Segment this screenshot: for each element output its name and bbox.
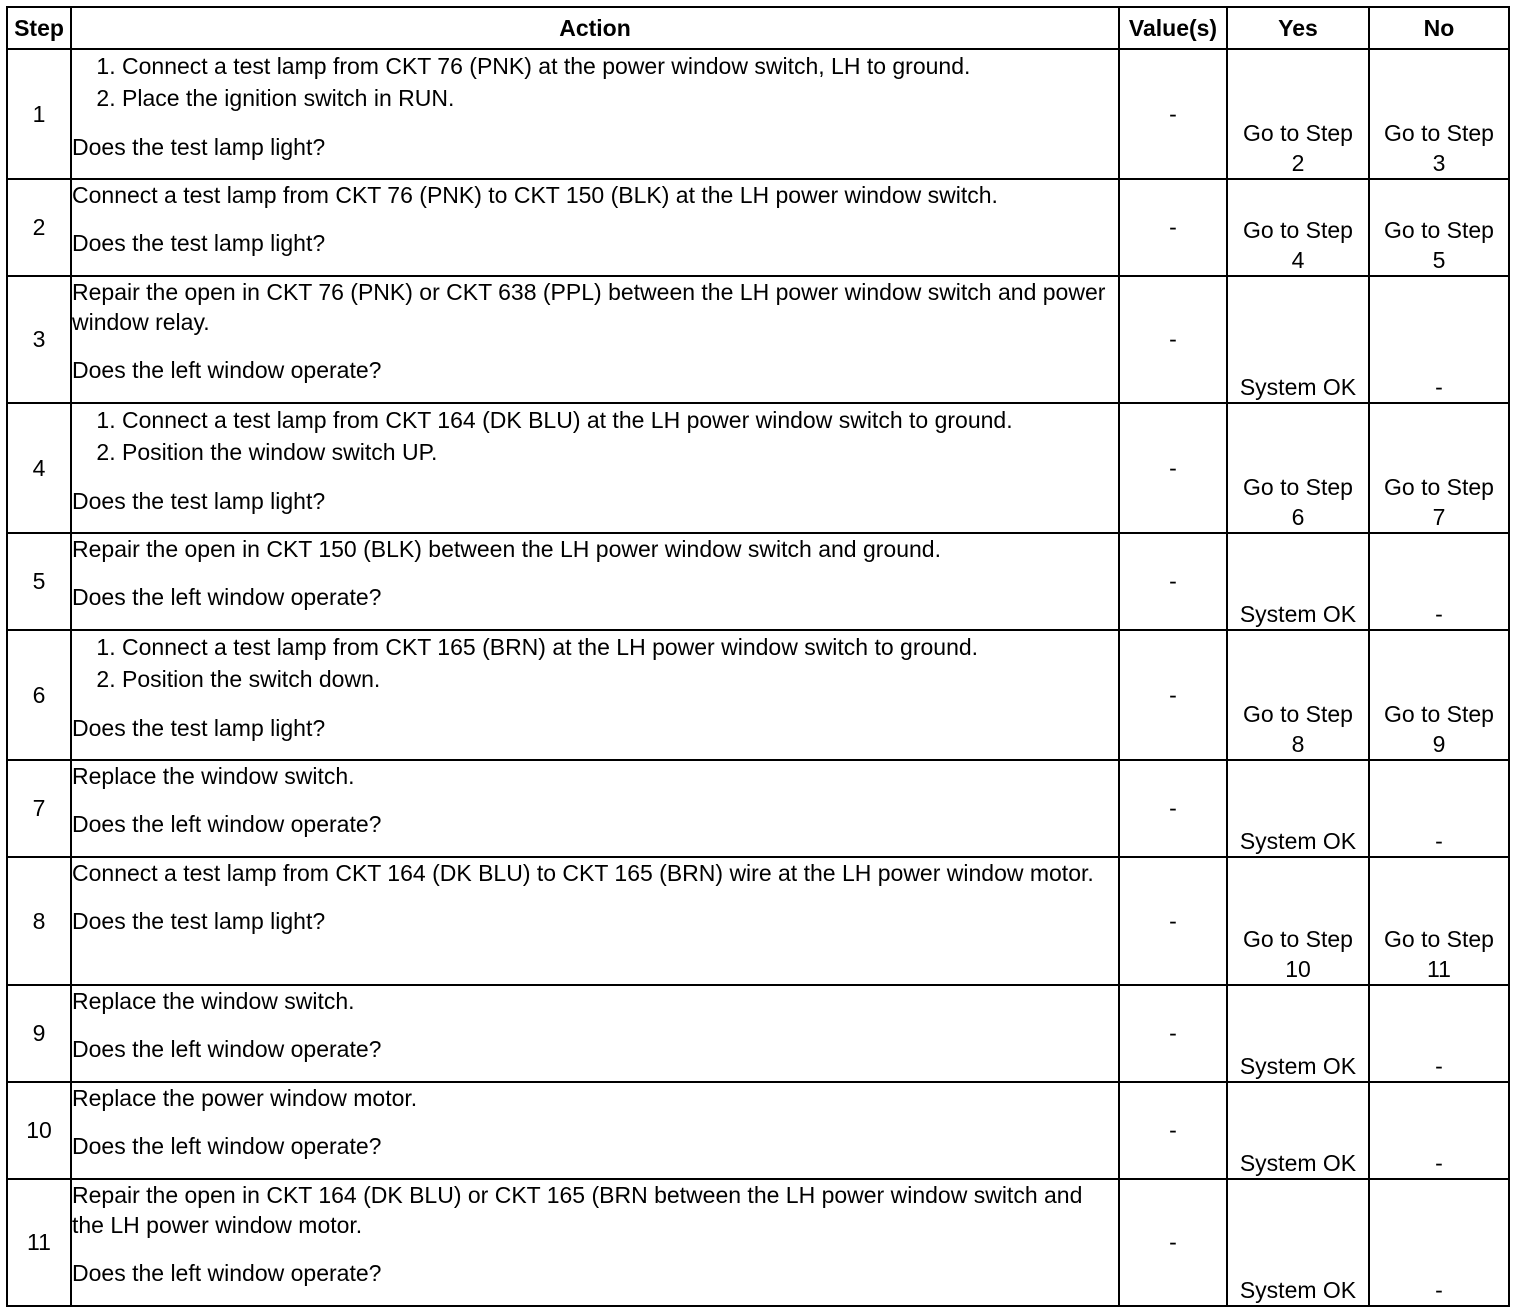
- action-list-item: 2. Place the ignition switch in RUN.: [122, 82, 1118, 114]
- no-result-line: Go to Step: [1384, 701, 1494, 727]
- action-question: Does the left window operate?: [72, 1260, 382, 1286]
- action-list-item: 1. Connect a test lamp from CKT 164 (DK BLU) at the LH power window switch to ground.: [122, 404, 1118, 436]
- yes-cell: [1227, 49, 1369, 179]
- no-result-line: 9: [1432, 731, 1446, 757]
- action-cell: [71, 857, 1119, 985]
- no-cell: [1369, 403, 1509, 533]
- value-cell: -: [1119, 630, 1227, 760]
- action-cell: [71, 1082, 1119, 1179]
- no-result-line: -: [1435, 828, 1443, 854]
- value-cell: -: [1119, 49, 1227, 179]
- no-result-line: 11: [1427, 956, 1451, 982]
- table-body: [7, 49, 1509, 1306]
- action-list: [72, 404, 1118, 468]
- step-number: 3: [7, 276, 71, 403]
- table-row: [7, 1082, 1509, 1179]
- step-number: 2: [7, 179, 71, 276]
- action-question: Does the left window operate?: [72, 811, 382, 837]
- action-question: Does the test lamp light?: [72, 488, 326, 514]
- no-result-line: Go to Step: [1384, 474, 1494, 500]
- action-text: Repair the open in CKT 164 (DK BLU) or CKT 165 (BRN between the LH power window switch and the LH power window motor.: [72, 1182, 1083, 1238]
- value-cell: -: [1119, 1179, 1227, 1306]
- action-cell: [71, 985, 1119, 1082]
- header-values: Value(s): [1119, 7, 1227, 49]
- value-cell: -: [1119, 985, 1227, 1082]
- yes-cell: [1227, 403, 1369, 533]
- yes-cell: [1227, 533, 1369, 630]
- yes-cell: [1227, 1082, 1369, 1179]
- yes-cell: [1227, 630, 1369, 760]
- table-row: [7, 985, 1509, 1082]
- yes-result-line: 2: [1291, 150, 1305, 176]
- no-result-line: Go to Step: [1384, 120, 1494, 146]
- table-row: [7, 1179, 1509, 1306]
- no-cell: [1369, 179, 1509, 276]
- yes-result-line: Go to Step: [1243, 926, 1353, 952]
- yes-result-line: 8: [1291, 731, 1305, 757]
- yes-result-line: Go to Step: [1243, 701, 1353, 727]
- yes-result-line: System OK: [1239, 1150, 1357, 1176]
- header-step: Step: [7, 7, 71, 49]
- no-result-line: 5: [1432, 247, 1446, 273]
- action-cell: [71, 760, 1119, 857]
- action-list-item: 2. Position the window switch UP.: [122, 436, 1118, 468]
- action-text: Replace the window switch.: [72, 763, 355, 789]
- action-text: Connect a test lamp from CKT 76 (PNK) to CKT 150 (BLK) at the LH power window switch.: [72, 182, 998, 208]
- action-question: Does the left window operate?: [72, 1133, 382, 1159]
- action-question: Does the test lamp light?: [72, 908, 326, 934]
- yes-cell: [1227, 985, 1369, 1082]
- no-result-line: -: [1435, 1150, 1443, 1176]
- action-text: Repair the open in CKT 76 (PNK) or CKT 638 (PPL) between the LH power window switch and power window relay.: [72, 279, 1106, 335]
- value-cell: -: [1119, 1082, 1227, 1179]
- step-number: 8: [7, 857, 71, 985]
- no-result-line: -: [1435, 601, 1443, 627]
- action-text: Connect a test lamp from CKT 164 (DK BLU) to CKT 165 (BRN) wire at the LH power window motor.: [72, 860, 1094, 886]
- yes-result-line: 4: [1291, 247, 1305, 273]
- yes-result-line: Go to Step: [1243, 120, 1353, 146]
- no-cell: [1369, 857, 1509, 985]
- table-row: [7, 49, 1509, 179]
- value-cell: -: [1119, 760, 1227, 857]
- action-question: Does the left window operate?: [72, 1036, 382, 1062]
- action-text: Replace the power window motor.: [72, 1085, 418, 1111]
- action-cell: [71, 533, 1119, 630]
- table-row: [7, 276, 1509, 403]
- no-cell: [1369, 985, 1509, 1082]
- table-row: [7, 630, 1509, 760]
- yes-result-line: System OK: [1239, 601, 1357, 627]
- diagnostic-table: [6, 6, 1510, 1307]
- no-cell: [1369, 1179, 1509, 1306]
- action-cell: [71, 403, 1119, 533]
- table-row: [7, 403, 1509, 533]
- action-text: Replace the window switch.: [72, 988, 355, 1014]
- value-cell: -: [1119, 179, 1227, 276]
- action-question: Does the test lamp light?: [72, 134, 326, 160]
- no-result-line: -: [1435, 1277, 1443, 1303]
- value-cell: -: [1119, 857, 1227, 985]
- action-cell: [71, 1179, 1119, 1306]
- no-result-line: Go to Step: [1384, 217, 1494, 243]
- yes-cell: [1227, 276, 1369, 403]
- action-question: Does the test lamp light?: [72, 230, 326, 256]
- action-cell: [71, 179, 1119, 276]
- header-yes: Yes: [1227, 7, 1369, 49]
- yes-result-line: 6: [1291, 504, 1305, 530]
- no-cell: [1369, 1082, 1509, 1179]
- no-result-line: -: [1435, 1053, 1443, 1079]
- no-cell: [1369, 533, 1509, 630]
- action-list-item: 1. Connect a test lamp from CKT 165 (BRN) at the LH power window switch to ground.: [122, 631, 1118, 663]
- step-number: 4: [7, 403, 71, 533]
- yes-cell: [1227, 857, 1369, 985]
- action-cell: [71, 49, 1119, 179]
- step-number: 7: [7, 760, 71, 857]
- yes-result-line: Go to Step: [1243, 217, 1353, 243]
- yes-result-line: System OK: [1239, 828, 1357, 854]
- value-cell: -: [1119, 403, 1227, 533]
- step-number: 1: [7, 49, 71, 179]
- step-number: 10: [7, 1082, 71, 1179]
- header-action: Action: [71, 7, 1119, 49]
- no-result-line: -: [1435, 374, 1443, 400]
- no-cell: [1369, 276, 1509, 403]
- table-row: [7, 179, 1509, 276]
- yes-result-line: System OK: [1239, 1053, 1357, 1079]
- action-cell: [71, 276, 1119, 403]
- action-list: [72, 631, 1118, 695]
- table-row: [7, 533, 1509, 630]
- step-number: 5: [7, 533, 71, 630]
- action-question: Does the left window operate?: [72, 357, 382, 383]
- action-cell: [71, 630, 1119, 760]
- step-number: 9: [7, 985, 71, 1082]
- header-no: No: [1369, 7, 1509, 49]
- yes-result-line: 10: [1285, 956, 1311, 982]
- no-result-line: 7: [1432, 504, 1446, 530]
- header-row: [7, 7, 1509, 49]
- yes-result-line: System OK: [1239, 374, 1357, 400]
- yes-cell: [1227, 760, 1369, 857]
- action-text: Repair the open in CKT 150 (BLK) between the LH power window switch and ground.: [72, 536, 941, 562]
- action-list: [72, 50, 1118, 114]
- table-row: [7, 760, 1509, 857]
- action-question: Does the test lamp light?: [72, 715, 326, 741]
- no-cell: [1369, 630, 1509, 760]
- value-cell: -: [1119, 276, 1227, 403]
- yes-result-line: System OK: [1239, 1277, 1357, 1303]
- action-list-item: 1. Connect a test lamp from CKT 76 (PNK) at the power window switch, LH to ground.: [122, 50, 1118, 82]
- step-number: 6: [7, 630, 71, 760]
- no-result-line: 3: [1432, 150, 1446, 176]
- table-row: [7, 857, 1509, 985]
- action-question: Does the left window operate?: [72, 584, 382, 610]
- no-cell: [1369, 760, 1509, 857]
- action-list-item: 2. Position the switch down.: [122, 663, 1118, 695]
- step-number: 11: [7, 1179, 71, 1306]
- yes-result-line: Go to Step: [1243, 474, 1353, 500]
- no-cell: [1369, 49, 1509, 179]
- yes-cell: [1227, 1179, 1369, 1306]
- no-result-line: Go to Step: [1384, 926, 1494, 952]
- value-cell: -: [1119, 533, 1227, 630]
- yes-cell: [1227, 179, 1369, 276]
